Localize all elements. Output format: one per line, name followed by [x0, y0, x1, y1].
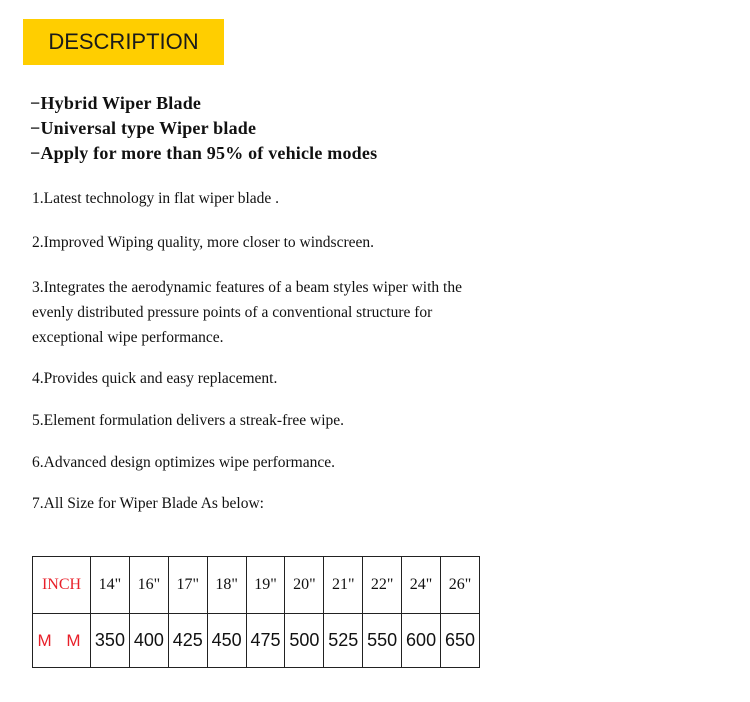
inch-cell: 17"	[168, 557, 207, 614]
feature-item: −Apply for more than 95% of vehicle modes	[30, 143, 378, 163]
inch-cell: 18"	[207, 557, 246, 614]
feature-item: −Universal type Wiper blade	[30, 118, 257, 138]
mm-cell: 400	[129, 614, 168, 668]
feature-list	[30, 91, 377, 166]
inch-row-label: INCH	[33, 557, 91, 614]
description-header-label: DESCRIPTION	[48, 29, 199, 54]
point-3: 3.Integrates the aerodynamic features of a beam styles wiper with the evenly distributed pressure points of a conventional structure for exceptional wipe performance.	[32, 279, 462, 346]
mm-cell: 425	[168, 614, 207, 668]
mm-cell: 650	[441, 614, 480, 668]
mm-cell: 525	[324, 614, 363, 668]
point-4: 4.Provides quick and easy replacement.	[32, 370, 278, 387]
mm-cell: 550	[363, 614, 402, 668]
inch-cell: 14"	[91, 557, 130, 614]
mm-cell: 450	[207, 614, 246, 668]
mm-cell: 500	[285, 614, 324, 668]
point-2: 2.Improved Wiping quality, more closer to windscreen.	[32, 234, 375, 251]
mm-cell: 350	[91, 614, 130, 668]
size-table	[32, 556, 480, 668]
point-7: 7.All Size for Wiper Blade As below:	[32, 495, 264, 512]
inch-cell: 24"	[402, 557, 441, 614]
inch-cell: 20"	[285, 557, 324, 614]
inch-row	[33, 557, 480, 614]
point-1: 1.Latest technology in flat wiper blade .	[32, 190, 280, 207]
inch-cell: 26"	[441, 557, 480, 614]
mm-row	[33, 614, 480, 668]
feature-item: −Hybrid Wiper Blade	[30, 93, 202, 113]
mm-cell: 600	[402, 614, 441, 668]
mm-cell: 475	[246, 614, 285, 668]
description-header	[23, 19, 224, 65]
point-5: 5.Element formulation delivers a streak-free wipe.	[32, 412, 345, 429]
point-6: 6.Advanced design optimizes wipe performance.	[32, 454, 336, 471]
inch-cell: 22"	[363, 557, 402, 614]
inch-cell: 21"	[324, 557, 363, 614]
mm-row-label: M M	[33, 614, 91, 668]
inch-cell: 16"	[129, 557, 168, 614]
inch-cell: 19"	[246, 557, 285, 614]
